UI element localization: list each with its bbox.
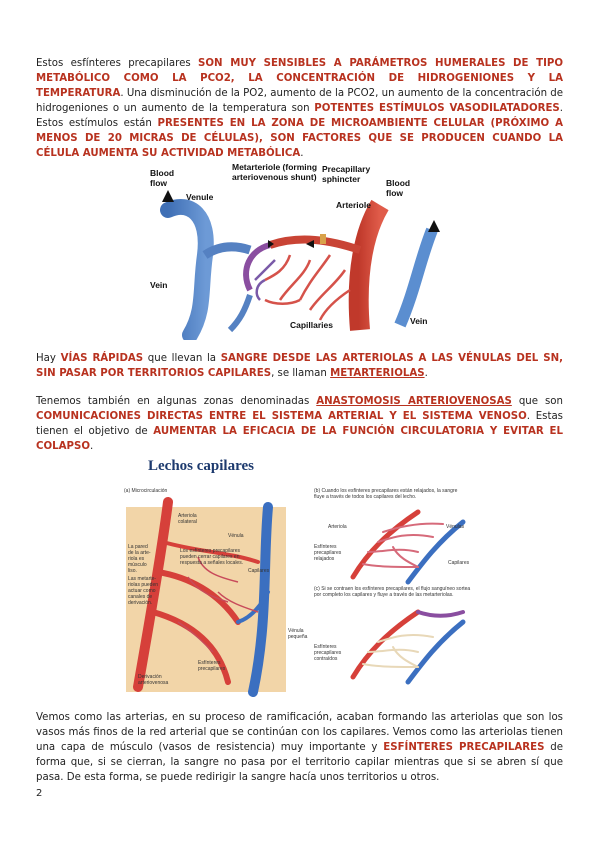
paragraph-arterioles: Vemos como las arterias, en su proceso de ramificación, acaban formando las arteriolas que son los vasos más finos de la red arterial que se continúan con los capilares. Vemos como las arteriolas tienen una capa de músculo (vasos de resistencia) muy importante y ESFÍNTERES PRECAPILARES de forma que, si se cierran, la sangre no pasa por el territorio capilar mientras que si se abren sí que pasa. De esta forma, se puede redirigir la sangre hacía unos territorios u otros. [36, 712, 563, 783]
svg-text:Derivación: Derivación [138, 674, 162, 680]
svg-text:Vénulas: Vénulas [446, 524, 465, 530]
svg-text:contraídos: contraídos [314, 656, 338, 662]
paragraph-anastomosis: Tenemos también en algunas zonas denominadas ANASTOMOSIS ARTERIOVENOSAS que son COMUNICACIONES DIRECTAS ENTRE EL SISTEMA ARTERIAL Y EL SISTEMA VENOSO. Estas tienen el objetivo de AUMENTAR LA EFICACIA DE LA FUNCIÓN CIRCULATORIA Y EVITAR EL COLAPSO. [36, 396, 564, 452]
capillary-beds-figure [118, 452, 488, 702]
highlight-anastomosis: ANASTOMOSIS ARTERIOVENOSAS [316, 396, 512, 407]
svg-text:Blood: Blood [386, 178, 411, 188]
svg-text:Arteriola: Arteriola [328, 524, 347, 530]
capillary-network [265, 255, 350, 320]
svg-text:Esfínteres: Esfínteres [314, 644, 337, 650]
svg-text:Precapillary: Precapillary [322, 164, 371, 174]
svg-text:Vénula: Vénula [288, 628, 304, 634]
svg-text:arteriovenous shunt): arteriovenous shunt) [232, 172, 317, 182]
svg-text:Vein: Vein [150, 280, 168, 290]
svg-text:riolas pueden: riolas pueden [128, 582, 159, 588]
svg-text:por completo los capilares y f: por completo los capilares y fluye a través de las metarteriolas. [314, 592, 454, 598]
svg-text:pueden cerrar capilares en: pueden cerrar capilares en [180, 554, 240, 560]
highlight-efficacy: AUMENTAR LA EFICACIA DE LA FUNCIÓN CIRCULATORIA Y EVITAR EL COLAPSO [36, 426, 564, 452]
svg-text:liso.: liso. [128, 568, 137, 574]
svg-text:relajados: relajados [314, 556, 335, 562]
paragraph-sphincter-sensitivity: Estos esfínteres precapilares SON MUY SENSIBLES A PARÁMETROS HUMERALES DE TIPO METABÓLICO COMO LA PCO2, LA CONCENTRACIÓN DE HIDROGENIONES Y LA TEMPERATURA. Una disminución de la PO2, aumento de la PCO2, un aumento de la concentración de hidrogeniones o un aumento de la temperatura son POTENTES ESTÍMULOS VASODILATADORES. Estos estímulos están PRESENTES EN LA ZONA DE MICROAMBIENTE CELULAR (PRÓXIMO A MENOS DE 20 MICRAS DE CÉLULAS), SON FACTORES QUE SE PRODUCEN CUANDO LA CÉLULA AUMENTA SU ACTIVIDAD METABÓLICA. [36, 58, 564, 159]
svg-text:Los esfínteres precapilares: Los esfínteres precapilares [180, 548, 241, 554]
highlight-blood-path: SANGRE DESDE LAS ARTERIOLAS A LAS VÉNULAS DEL SN, SIN PASAR POR TERRITORIOS CAPILARES [36, 353, 564, 379]
highlight-metarterioles: METARTERIOLAS [330, 368, 425, 379]
svg-text:Metarteriole (forming: Metarteriole (forming [232, 162, 318, 172]
microcirculation-figure [150, 160, 450, 340]
svg-text:La pared: La pared [128, 544, 148, 550]
svg-text:actuar como: actuar como [128, 588, 156, 594]
svg-text:precapilares: precapilares [198, 666, 226, 672]
svg-text:Capilares: Capilares [248, 568, 270, 574]
highlight-direct-communications: COMUNICACIONES DIRECTAS ENTRE EL SISTEMA ARTERIAL Y EL SISTEMA VENOSO [36, 411, 527, 422]
svg-text:canales de: canales de [128, 594, 153, 600]
svg-text:Capilares: Capilares [448, 560, 470, 566]
svg-text:Vénula: Vénula [228, 533, 244, 539]
svg-text:riola es: riola es [128, 556, 145, 562]
svg-text:(a) Microcirculación: (a) Microcirculación [124, 488, 168, 494]
svg-text:Capillaries: Capillaries [290, 320, 333, 330]
paragraph-metarterioles: Hay VÍAS RÁPIDAS que llevan la SANGRE DESDE LAS ARTERIOLAS A LAS VÉNULAS DEL SN, SIN PASAR POR TERRITORIOS CAPILARES, se llaman METARTERIOLAS. [36, 353, 564, 379]
svg-text:precapilares: precapilares [314, 650, 342, 656]
highlight-microenvironment: PRESENTES EN LA ZONA DE MICROAMBIENTE CELULAR (PRÓXIMO A MENOS DE 20 MICRAS DE CÉLULAS), SON FACTORES QUE SE PRODUCEN CUANDO LA CÉLULA AUMENTA SU ACTIVIDAD METABÓLICA [36, 118, 564, 159]
figure-title: Lechos capilares [148, 458, 254, 474]
svg-text:Venule: Venule [186, 192, 214, 202]
precapillary-sphincter [320, 234, 326, 244]
panel-c-network [353, 612, 463, 682]
svg-text:derivación.: derivación. [128, 600, 153, 606]
highlight-vasodilator-stimuli: POTENTES ESTÍMULOS VASODILATADORES [314, 103, 560, 114]
page-number: 2 [36, 788, 43, 799]
svg-text:flow: flow [386, 188, 403, 198]
svg-text:de la arte-: de la arte- [128, 550, 151, 556]
svg-text:arteriovenosa: arteriovenosa [138, 680, 169, 686]
highlight-metabolic-parameters: SON MUY SENSIBLES A PARÁMETROS HUMERALES DE TIPO METABÓLICO COMO LA PCO2, LA CONCENTRACIÓN DE HIDROGENIONES Y LA TEMPERATURA [36, 58, 563, 99]
panel-b-network [353, 512, 463, 582]
svg-text:respuesta a señales locales.: respuesta a señales locales. [180, 560, 244, 566]
highlight-precapillary-sphincters: ESFÍNTERES PRECAPILARES [383, 742, 545, 753]
svg-text:Arteriole: Arteriole [336, 200, 371, 210]
venule-vessel [168, 207, 206, 335]
vein-right-vessel [400, 230, 432, 325]
arteriole-vessel [359, 205, 380, 330]
svg-text:sphincter: sphincter [322, 174, 361, 184]
svg-text:(b) Cuando los esfínteres prec: (b) Cuando los esfínteres precapilares están relajados, la sangre [314, 488, 458, 494]
svg-text:Esfínteres: Esfínteres [314, 544, 337, 550]
svg-text:colateral: colateral [178, 519, 197, 525]
svg-text:Las metarte-: Las metarte- [128, 576, 157, 582]
svg-text:fluye a través de todos los ca: fluye a través de todos los capilares del lecho. [314, 494, 417, 500]
svg-text:flow: flow [150, 178, 167, 188]
highlight-fast-routes: VÍAS RÁPIDAS [60, 353, 144, 364]
svg-text:Blood: Blood [150, 168, 175, 178]
svg-text:pequeña: pequeña [288, 634, 308, 640]
svg-text:Esfínteres: Esfínteres [198, 660, 221, 666]
svg-text:músculo: músculo [128, 562, 147, 568]
svg-text:Arteriola: Arteriola [178, 513, 197, 519]
svg-text:(c) Si se contraen los esfínte: (c) Si se contraen los esfínteres precapilares, el flujo sanguíneo sortea [314, 586, 471, 592]
svg-text:Vein: Vein [410, 316, 428, 326]
svg-text:precapilares: precapilares [314, 550, 342, 556]
